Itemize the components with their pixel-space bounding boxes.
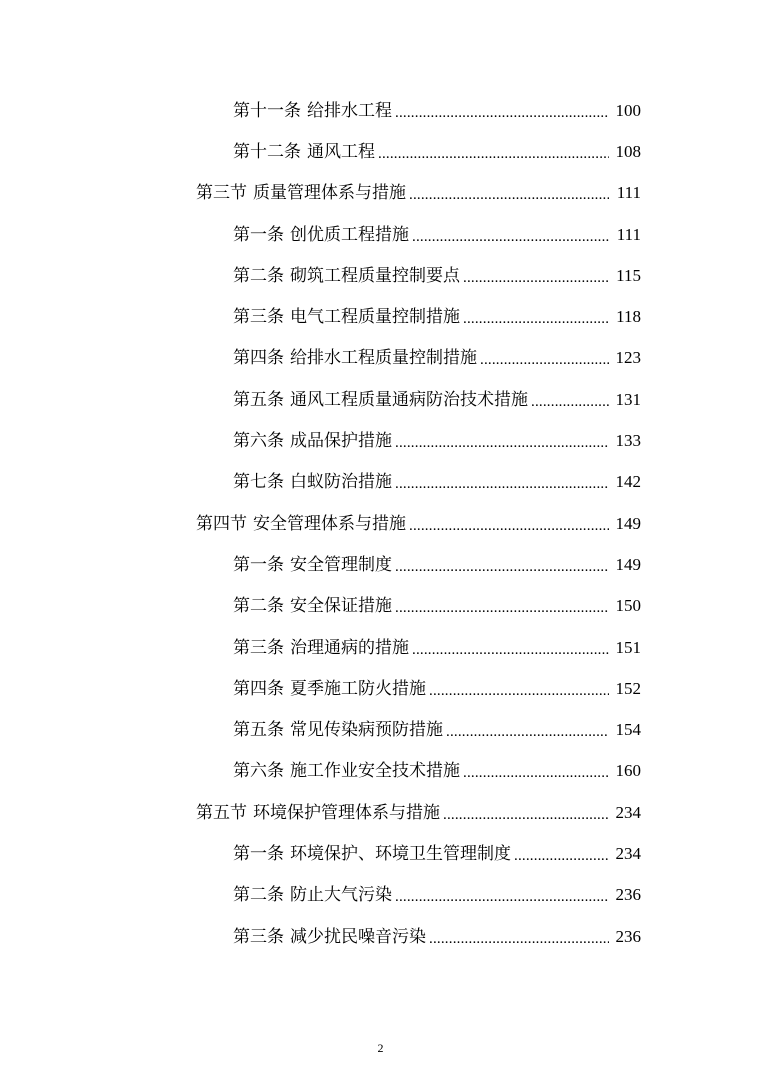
toc-entry-number: 第五节 xyxy=(196,802,247,823)
toc-entry-text: 防止大气污染 xyxy=(290,885,392,906)
toc-article-entry[interactable] xyxy=(0,462,761,503)
toc-entry-page: 234 xyxy=(615,843,641,863)
toc-entry-page: 142 xyxy=(615,472,641,492)
toc-entry-page: 236 xyxy=(615,885,641,905)
toc-section-entry[interactable] xyxy=(0,792,761,833)
dot-leader xyxy=(514,844,609,864)
toc-entry-number: 第三节 xyxy=(196,183,247,204)
toc-entry-line xyxy=(233,390,641,410)
dot-leader xyxy=(395,596,609,616)
toc-entry-number: 第三条 xyxy=(233,637,284,658)
toc-entry-title xyxy=(196,514,406,534)
toc-entry-title xyxy=(233,761,460,781)
dot-leader xyxy=(395,472,609,492)
toc-entry-page: 152 xyxy=(615,678,641,698)
toc-entry-number: 第四节 xyxy=(196,513,247,534)
toc-entry-page: 111 xyxy=(616,183,641,203)
toc-entry-page: 150 xyxy=(615,596,641,616)
dot-leader xyxy=(395,555,609,575)
toc-article-entry[interactable] xyxy=(0,131,761,172)
toc-entry-title xyxy=(233,307,460,327)
toc-article-entry[interactable] xyxy=(0,833,761,874)
toc-entry-text: 给排水工程质量控制措施 xyxy=(290,348,477,369)
toc-entry-text: 电气工程质量控制措施 xyxy=(290,307,460,328)
toc-entry-title xyxy=(233,638,409,658)
toc-entry-title xyxy=(233,225,409,245)
toc-entry-title xyxy=(196,803,440,823)
toc-entry-page: 151 xyxy=(615,637,641,657)
toc-article-entry[interactable] xyxy=(0,338,761,379)
toc-entry-number: 第十二条 xyxy=(233,141,301,162)
toc-entry-line xyxy=(233,844,641,864)
toc-entry-text: 成品保护措施 xyxy=(290,431,392,452)
toc-entry-line xyxy=(233,472,641,492)
dot-leader xyxy=(395,885,609,905)
toc-entry-title xyxy=(233,720,443,740)
dot-leader xyxy=(463,307,609,327)
toc-entry-text: 夏季施工防火措施 xyxy=(290,678,426,699)
dot-leader xyxy=(412,225,609,245)
toc-entry-page: 118 xyxy=(616,307,641,327)
toc-article-entry[interactable] xyxy=(0,627,761,668)
toc-entry-number: 第一条 xyxy=(233,843,284,864)
toc-entry-page: 236 xyxy=(615,926,641,946)
toc-entry-text: 砌筑工程质量控制要点 xyxy=(290,265,460,286)
toc-entry-text: 通风工程 xyxy=(307,141,375,162)
toc-entry-title xyxy=(233,885,392,905)
toc-entry-text: 质量管理体系与措施 xyxy=(253,183,406,204)
toc-article-entry[interactable] xyxy=(0,255,761,296)
toc-article-entry[interactable] xyxy=(0,709,761,750)
toc-entry-line xyxy=(233,927,641,947)
toc-entry-text: 施工作业安全技术措施 xyxy=(290,761,460,782)
toc-article-entry[interactable] xyxy=(0,296,761,337)
dot-leader xyxy=(463,761,609,781)
toc-entry-title xyxy=(233,390,528,410)
toc-article-entry[interactable] xyxy=(0,751,761,792)
dot-leader xyxy=(409,514,609,534)
dot-leader xyxy=(463,266,609,286)
toc-article-entry[interactable] xyxy=(0,875,761,916)
dot-leader xyxy=(446,720,609,740)
toc-entry-title xyxy=(233,679,426,699)
toc-entry-text: 给排水工程 xyxy=(307,100,392,121)
toc-entry-number: 第三条 xyxy=(233,926,284,947)
toc-entry-line xyxy=(233,555,641,575)
toc-article-entry[interactable] xyxy=(0,90,761,131)
toc-entry-number: 第十一条 xyxy=(233,100,301,121)
toc-entry-line xyxy=(233,348,641,368)
dot-leader xyxy=(395,101,609,121)
toc-entry-page: 149 xyxy=(615,554,641,574)
dot-leader xyxy=(409,183,609,203)
toc-entry-number: 第二条 xyxy=(233,265,284,286)
toc-entry-page: 160 xyxy=(615,761,641,781)
toc-entry-line xyxy=(233,142,641,162)
toc-entry-number: 第六条 xyxy=(233,431,284,452)
toc-entry-line xyxy=(233,885,641,905)
toc-entry-line xyxy=(233,101,641,121)
toc-entry-line xyxy=(196,514,641,534)
toc-entry-number: 第二条 xyxy=(233,596,284,617)
toc-entry-title xyxy=(233,472,392,492)
toc-entry-number: 第二条 xyxy=(233,885,284,906)
toc-entry-text: 常见传染病预防措施 xyxy=(290,720,443,741)
toc-entry-text: 安全管理体系与措施 xyxy=(253,513,406,534)
toc-entry-page: 100 xyxy=(615,100,641,120)
toc-entry-title xyxy=(233,555,392,575)
toc-entry-number: 第一条 xyxy=(233,554,284,575)
toc-article-entry[interactable] xyxy=(0,379,761,420)
toc-entry-title xyxy=(233,142,375,162)
toc-entry-title xyxy=(233,927,426,947)
toc-article-entry[interactable] xyxy=(0,668,761,709)
toc-entry-number: 第四条 xyxy=(233,678,284,699)
dot-leader xyxy=(480,348,609,368)
toc-entry-page: 111 xyxy=(616,224,641,244)
toc-article-entry[interactable] xyxy=(0,586,761,627)
toc-entry-text: 治理通病的措施 xyxy=(290,637,409,658)
dot-leader xyxy=(531,390,609,410)
toc-entry-page: 234 xyxy=(615,802,641,822)
toc-entry-title xyxy=(196,183,406,203)
toc-entry-line xyxy=(233,225,641,245)
toc-entry-text: 白蚁防治措施 xyxy=(290,472,392,493)
toc-entry-page: 123 xyxy=(615,348,641,368)
toc-entry-title xyxy=(233,431,392,451)
toc-article-entry[interactable] xyxy=(0,916,761,957)
toc-entry-number: 第五条 xyxy=(233,389,284,410)
table-of-contents xyxy=(0,90,761,957)
toc-article-entry[interactable] xyxy=(0,214,761,255)
dot-leader xyxy=(395,431,609,451)
toc-entry-title xyxy=(233,266,460,286)
toc-entry-line xyxy=(233,761,641,781)
toc-entry-number: 第五条 xyxy=(233,720,284,741)
toc-entry-title xyxy=(233,596,392,616)
toc-entry-number: 第六条 xyxy=(233,761,284,782)
dot-leader xyxy=(412,638,609,658)
dot-leader xyxy=(429,679,609,699)
toc-entry-title xyxy=(233,348,477,368)
toc-entry-text: 环境保护、环境卫生管理制度 xyxy=(290,843,511,864)
toc-entry-line xyxy=(233,266,641,286)
toc-entry-line xyxy=(233,431,641,451)
toc-entry-text: 环境保护管理体系与措施 xyxy=(253,802,440,823)
toc-entry-text: 通风工程质量通病防治技术措施 xyxy=(290,389,528,410)
page-number: 2 xyxy=(377,1041,384,1055)
toc-entry-line xyxy=(233,720,641,740)
dot-leader xyxy=(429,927,609,947)
toc-entry-text: 创优质工程措施 xyxy=(290,224,409,245)
toc-article-entry[interactable] xyxy=(0,544,761,585)
toc-entry-number: 第七条 xyxy=(233,472,284,493)
toc-entry-line xyxy=(196,183,641,203)
toc-entry-page: 133 xyxy=(615,431,641,451)
toc-entry-text: 减少扰民噪音污染 xyxy=(290,926,426,947)
toc-entry-line xyxy=(233,596,641,616)
toc-section-entry[interactable] xyxy=(0,503,761,544)
toc-entry-number: 第四条 xyxy=(233,348,284,369)
toc-article-entry[interactable] xyxy=(0,420,761,461)
toc-entry-page: 108 xyxy=(615,141,641,161)
toc-entry-line xyxy=(196,803,641,823)
toc-entry-line xyxy=(233,679,641,699)
dot-leader xyxy=(443,803,609,823)
dot-leader xyxy=(378,142,609,162)
toc-entry-number: 第三条 xyxy=(233,307,284,328)
toc-entry-text: 安全管理制度 xyxy=(290,554,392,575)
toc-entry-page: 149 xyxy=(615,513,641,533)
toc-entry-page: 131 xyxy=(615,389,641,409)
toc-entry-page: 154 xyxy=(615,720,641,740)
toc-entry-title xyxy=(233,101,392,121)
toc-section-entry[interactable] xyxy=(0,173,761,214)
toc-entry-title xyxy=(233,844,511,864)
toc-entry-number: 第一条 xyxy=(233,224,284,245)
toc-entry-line xyxy=(233,638,641,658)
toc-entry-page: 115 xyxy=(616,265,641,285)
toc-entry-line xyxy=(233,307,641,327)
toc-entry-text: 安全保证措施 xyxy=(290,596,392,617)
